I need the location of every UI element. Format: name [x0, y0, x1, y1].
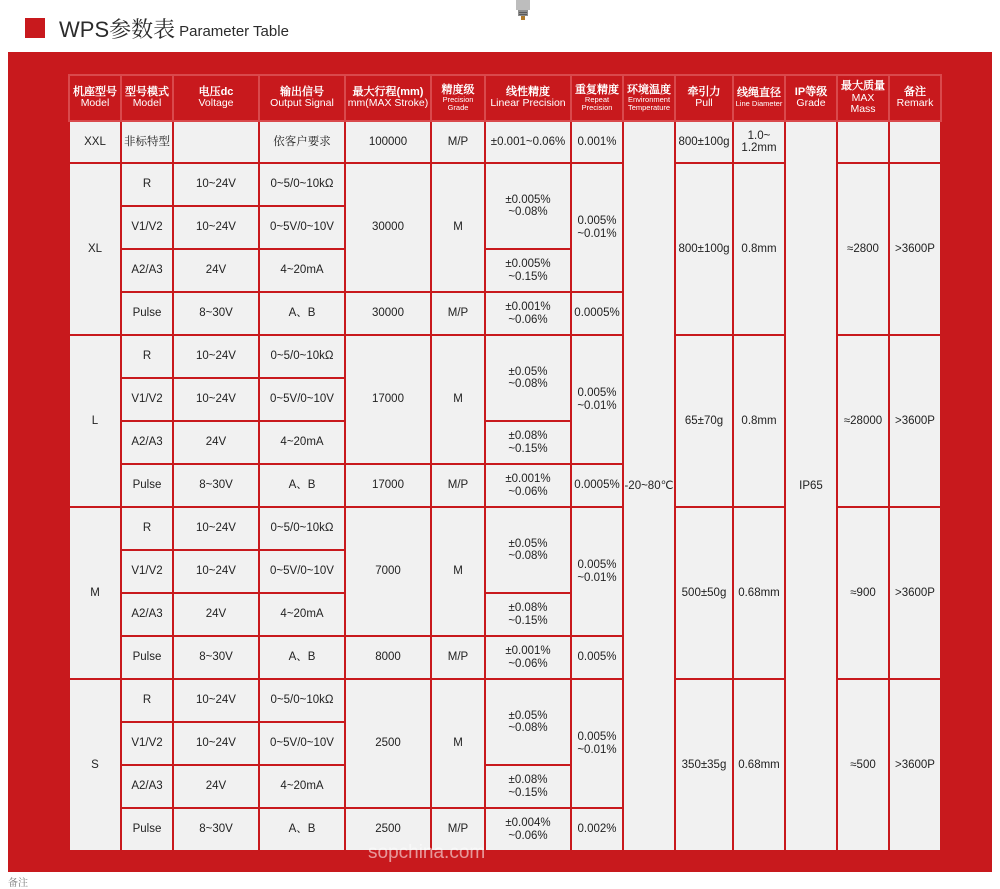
header-en: Environment Temperature — [627, 95, 671, 112]
stroke-cell: 2500 — [345, 808, 431, 851]
output-cell: 0~5V/0~10V — [259, 550, 345, 593]
linear-cell: ±0.08% ~0.15% — [485, 421, 571, 464]
mode-cell: V1/V2 — [121, 722, 173, 765]
grade-cell: M/P — [431, 292, 485, 335]
linear-cell: ±0.08% ~0.15% — [485, 593, 571, 636]
mass-cell: ≈28000 — [837, 335, 889, 507]
voltage-cell: 10~24V — [173, 550, 259, 593]
column-header — [345, 75, 431, 121]
grade-cell: M — [431, 163, 485, 292]
linear-cell: ±0.05% ~0.08% — [485, 335, 571, 421]
pull-cell: 65±70g — [675, 335, 733, 507]
header-cn: 线性精度 — [506, 85, 550, 98]
pull-cell: 500±50g — [675, 507, 733, 679]
header-en: Remark — [896, 97, 934, 110]
header-cn: 最大质量 — [841, 80, 885, 93]
header-en: Output Signal — [270, 97, 334, 110]
output-cell: A、B — [259, 292, 345, 335]
column-header — [837, 75, 889, 121]
output-cell: A、B — [259, 636, 345, 679]
diameter-cell: 0.8mm — [733, 163, 785, 335]
sensor-photo-icon — [512, 0, 534, 20]
footer-note: 备注 — [8, 878, 28, 889]
grade-cell: M — [431, 679, 485, 808]
mode-cell: A2/A3 — [121, 421, 173, 464]
repeat-cell: 0.005% ~0.01% — [571, 679, 623, 808]
header-cn: 备注 — [904, 85, 926, 98]
stroke-cell: 2500 — [345, 679, 431, 808]
voltage-cell: 24V — [173, 249, 259, 292]
voltage-cell: 10~24V — [173, 679, 259, 722]
repeat-cell: 0.005% ~0.01% — [571, 335, 623, 464]
header-en: Grade — [796, 97, 826, 110]
output-cell: 0~5/0~10kΩ — [259, 507, 345, 550]
title-sub: Parameter Table — [179, 22, 289, 40]
linear-cell: ±0.08% ~0.15% — [485, 765, 571, 808]
voltage-cell: 10~24V — [173, 378, 259, 421]
model-cell: XL — [69, 163, 121, 335]
title-main: WPS参数表 — [59, 16, 176, 42]
stroke-cell: 17000 — [345, 464, 431, 507]
mode-cell: V1/V2 — [121, 206, 173, 249]
voltage-cell: 8~30V — [173, 292, 259, 335]
linear-cell: ±0.001% ~0.06% — [485, 636, 571, 679]
voltage-cell: 24V — [173, 593, 259, 636]
header-en: Linear Precision — [490, 97, 566, 110]
table-row — [69, 121, 941, 163]
voltage-cell — [173, 121, 259, 163]
output-cell: 4~20mA — [259, 249, 345, 292]
grade-cell: M/P — [431, 808, 485, 851]
output-cell: 0~5V/0~10V — [259, 378, 345, 421]
pull-cell: 350±35g — [675, 679, 733, 851]
repeat-cell: 0.0005% — [571, 292, 623, 335]
mode-cell: R — [121, 679, 173, 722]
voltage-cell: 10~24V — [173, 206, 259, 249]
pull-cell: 800±100g — [675, 163, 733, 335]
column-header — [785, 75, 837, 121]
linear-cell: ±0.001% ~0.06% — [485, 292, 571, 335]
remark-cell: >3600P — [889, 679, 941, 851]
remark-cell: >3600P — [889, 163, 941, 335]
stroke-cell: 30000 — [345, 292, 431, 335]
mass-cell — [837, 121, 889, 163]
header-en: Line Diameter — [735, 99, 783, 109]
grade-cell: M/P — [431, 636, 485, 679]
column-header — [173, 75, 259, 121]
column-header — [121, 75, 173, 121]
watermark: sopchina.com — [368, 842, 486, 863]
temperature-cell: -20~80℃ — [623, 121, 675, 851]
column-header — [485, 75, 571, 121]
mode-cell: Pulse — [121, 808, 173, 851]
voltage-cell: 10~24V — [173, 507, 259, 550]
header-en: mm(MAX Stroke) — [347, 97, 429, 110]
repeat-cell: 0.001% — [571, 121, 623, 163]
linear-cell: ±0.004% ~0.06% — [485, 808, 571, 851]
mode-cell: R — [121, 163, 173, 206]
grade-cell: M — [431, 507, 485, 636]
diameter-cell: 0.68mm — [733, 679, 785, 851]
header-row — [69, 75, 941, 121]
mode-cell: 非标特型 — [121, 121, 173, 163]
title-marker — [25, 18, 45, 38]
remark-cell — [889, 121, 941, 163]
voltage-cell: 8~30V — [173, 636, 259, 679]
repeat-cell: 0.005% — [571, 636, 623, 679]
output-cell: 0~5V/0~10V — [259, 206, 345, 249]
pull-cell: 800±100g — [675, 121, 733, 163]
repeat-cell: 0.002% — [571, 808, 623, 851]
voltage-cell: 24V — [173, 421, 259, 464]
voltage-cell: 10~24V — [173, 335, 259, 378]
column-header — [889, 75, 941, 121]
remark-cell: >3600P — [889, 507, 941, 679]
header-cn: 输出信号 — [280, 85, 324, 98]
mode-cell: Pulse — [121, 292, 173, 335]
repeat-cell: 0.0005% — [571, 464, 623, 507]
column-header — [623, 75, 675, 121]
header-cn: 机座型号 — [73, 85, 117, 98]
mass-cell: ≈2800 — [837, 163, 889, 335]
column-header — [431, 75, 485, 121]
mass-cell: ≈900 — [837, 507, 889, 679]
column-header — [571, 75, 623, 121]
ip-cell: IP65 — [785, 121, 837, 851]
header-en: Model — [132, 97, 162, 110]
mode-cell: V1/V2 — [121, 378, 173, 421]
output-cell: 4~20mA — [259, 593, 345, 636]
output-cell: A、B — [259, 808, 345, 851]
model-cell: M — [69, 507, 121, 679]
page-title — [25, 8, 289, 48]
diameter-cell: 1.0~ 1.2mm — [733, 121, 785, 163]
stroke-cell: 100000 — [345, 121, 431, 163]
voltage-cell: 8~30V — [173, 808, 259, 851]
header-en: Voltage — [198, 97, 234, 110]
header-cn: 环境温度 — [627, 83, 671, 96]
remark-cell: >3600P — [889, 335, 941, 507]
linear-cell: ±0.05% ~0.08% — [485, 507, 571, 593]
mode-cell: R — [121, 507, 173, 550]
linear-cell: ±0.005% ~0.15% — [485, 249, 571, 292]
linear-cell: ±0.05% ~0.08% — [485, 679, 571, 765]
stroke-cell: 17000 — [345, 335, 431, 464]
column-header — [259, 75, 345, 121]
header-en: MAX Mass — [850, 91, 876, 115]
grade-cell: M/P — [431, 121, 485, 163]
parameter-table — [68, 74, 942, 852]
column-header — [675, 75, 733, 121]
output-cell: 0~5/0~10kΩ — [259, 335, 345, 378]
stroke-cell: 8000 — [345, 636, 431, 679]
mode-cell: Pulse — [121, 636, 173, 679]
model-cell: XXL — [69, 121, 121, 163]
mass-cell: ≈500 — [837, 679, 889, 851]
output-cell: 4~20mA — [259, 765, 345, 808]
output-cell: 0~5V/0~10V — [259, 722, 345, 765]
linear-cell: ±0.001~0.06% — [485, 121, 571, 163]
output-cell: 0~5/0~10kΩ — [259, 163, 345, 206]
grade-cell: M/P — [431, 464, 485, 507]
output-cell: 依客户要求 — [259, 121, 345, 163]
header-en: Precision Grade — [442, 95, 474, 112]
header-cn: 最大行程(mm) — [352, 85, 424, 98]
output-cell: 4~20mA — [259, 421, 345, 464]
mode-cell: A2/A3 — [121, 765, 173, 808]
voltage-cell: 10~24V — [173, 163, 259, 206]
header-en: Repeat Precision — [581, 95, 613, 112]
mode-cell: A2/A3 — [121, 249, 173, 292]
header-cn: 重复精度 — [575, 83, 619, 96]
stroke-cell: 30000 — [345, 163, 431, 292]
output-cell: A、B — [259, 464, 345, 507]
mode-cell: Pulse — [121, 464, 173, 507]
header-cn: 型号模式 — [125, 85, 169, 98]
linear-cell: ±0.005% ~0.08% — [485, 163, 571, 249]
header-cn: 牵引力 — [687, 85, 721, 98]
voltage-cell: 10~24V — [173, 722, 259, 765]
model-cell: S — [69, 679, 121, 851]
output-cell: 0~5/0~10kΩ — [259, 679, 345, 722]
repeat-cell: 0.005% ~0.01% — [571, 163, 623, 292]
voltage-cell: 8~30V — [173, 464, 259, 507]
model-cell: L — [69, 335, 121, 507]
header-en: Pull — [695, 97, 713, 110]
diameter-cell: 0.8mm — [733, 335, 785, 507]
mode-cell: R — [121, 335, 173, 378]
header-cn: 电压dc — [198, 85, 234, 98]
grade-cell: M — [431, 335, 485, 464]
mode-cell: A2/A3 — [121, 593, 173, 636]
column-header — [733, 75, 785, 121]
column-header — [69, 75, 121, 121]
header-cn: 线绳直径 — [737, 87, 781, 100]
diameter-cell: 0.68mm — [733, 507, 785, 679]
repeat-cell: 0.005% ~0.01% — [571, 507, 623, 636]
header-cn: IP等级 — [794, 85, 828, 98]
linear-cell: ±0.001% ~0.06% — [485, 464, 571, 507]
header-en: Model — [80, 97, 110, 110]
stroke-cell: 7000 — [345, 507, 431, 636]
voltage-cell: 24V — [173, 765, 259, 808]
header-cn: 精度级 — [441, 83, 475, 96]
mode-cell: V1/V2 — [121, 550, 173, 593]
